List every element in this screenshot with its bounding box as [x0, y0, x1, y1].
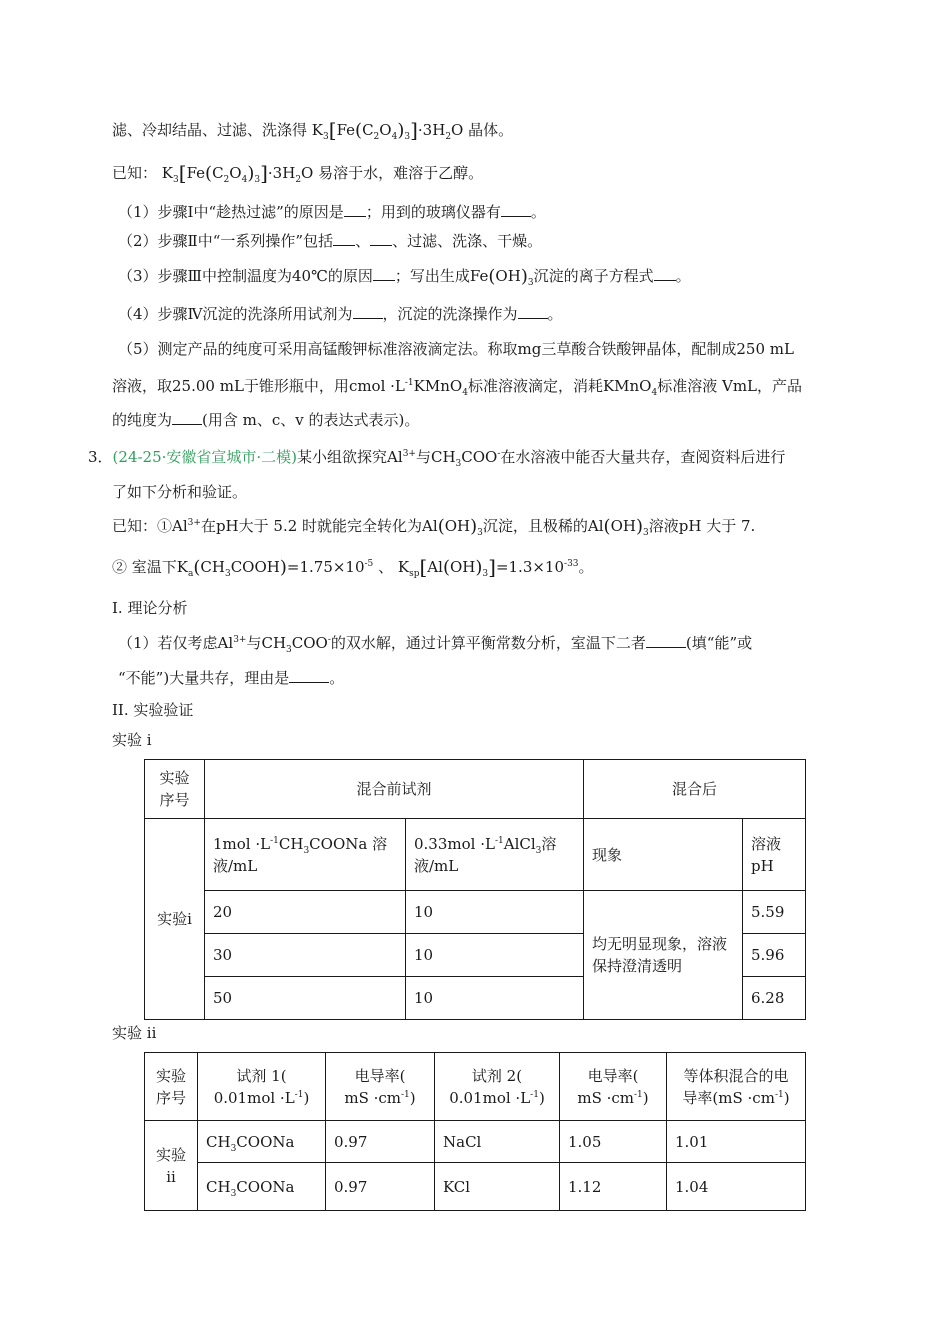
answer-blank [353, 304, 383, 319]
q2-sub5-end: 的纯度为 (用含 m、c、v 的表达式表示)。 [112, 411, 420, 429]
row-label: 实验i [145, 819, 205, 1020]
cell: 0.97 [326, 1121, 435, 1163]
answer-blank [289, 668, 329, 683]
q3-title: 3．(24-25·安徽省宣城市·二模)某小组欲探究$Al^{3+}$与$CH_3COO^-$在水溶液中能否大量共存，查阅资料后进行 [88, 448, 786, 469]
cell-phenomenon: 均无明显现象，溶液保持澄清透明 [584, 891, 743, 1020]
answer-blank [333, 231, 355, 246]
formula-kmno4-conc: cmol $\cdot L^{-1}KMnO_4$ [348, 377, 468, 398]
aliquot-value: 25.00 mL [172, 377, 244, 395]
mass-value: mg [517, 340, 542, 358]
q3-sub1: （1）若仅考虑$Al^{3+}$与$CH_3COO^-$的双水解，通过计算平衡常数分析，室温下二者 (填“能”或 [118, 634, 753, 655]
header-reagent1: $1mol \cdot L^{-1}CH_3COONa$ 溶 液/mL [205, 819, 406, 891]
header-mixed-conductivity: 等体积混合的电 导率$(mS \cdot cm^{-1})$ [667, 1053, 806, 1121]
formula-aloh3: $Al(OH)_3$ [422, 516, 483, 538]
text: 晶体。 [468, 121, 514, 139]
cell: 1.04 [667, 1163, 806, 1211]
q2-sub2: （2）步骤Ⅱ中“一系列操作”包括 、 、过滤、洗涤、干燥。 [118, 232, 543, 250]
text-line-1 [112, 119, 513, 142]
q3-known2: ② 室温下$K_a(CH_3COOH)=1.75\times 10^{-5}$ 、 $K_{sp}[Al(OH)_3]=1.3\times 10^{-33}$。 [112, 555, 594, 579]
formula-k3feox: $K_3[Fe(C_2O_4)_3]\cdot 3H_2O$ [161, 161, 314, 185]
cell: 0.97 [326, 1163, 435, 1211]
volume-value: 250 mL [736, 340, 794, 358]
cell: NaCl [435, 1121, 560, 1163]
cell: 1.12 [560, 1163, 667, 1211]
header-seq: 实验序号 [145, 760, 205, 819]
cell: 10 [406, 891, 584, 934]
q3-title-cont: 了如下分析和验证。 [112, 483, 248, 501]
q2-sub4: （4）步骤Ⅳ沉淀的洗涤所用试剂为 ，沉淀的洗涤操作为 。 [118, 305, 563, 323]
answer-blank [373, 266, 395, 281]
header-seq: 实验序号 [145, 1053, 198, 1121]
answer-blank [370, 231, 392, 246]
answer-blank [172, 410, 202, 425]
cell-reagent1: $CH_3COONa$ [198, 1121, 326, 1163]
formula-feoh3: $Fe(OH)_3$ [469, 266, 534, 288]
q3-known1: 已知：$①Al^{3+}$在pH大于 5.2 时就能完全转化为$Al(OH)_3$沉淀，且极稀的$Al(OH)_3$溶液pH 大于 7. [112, 516, 756, 538]
q2-sub1: （1）步骤Ⅰ中“趁热过滤”的原因是 ；用到的玻璃仪器有 。 [118, 203, 546, 221]
text: 滤、冷却结晶、过滤、洗涤得 [112, 121, 308, 139]
answer-blank [654, 266, 676, 281]
temperature-value: 40℃ [292, 267, 328, 285]
answer-blank [344, 202, 366, 217]
cell: 1.05 [560, 1121, 667, 1163]
header-before: 混合前试剂 [205, 760, 584, 819]
formula-acetate: $CH_3COO^-$ [430, 448, 501, 469]
known-line [112, 162, 483, 185]
q3-sub1-cont: “不能”)大量共存，理由是 。 [118, 669, 345, 687]
formula-al3: $Al^{3+}$ [217, 634, 247, 652]
header-ph: 溶液pH [743, 819, 806, 891]
formula-aloh3: $Al(OH)_3$ [587, 516, 649, 538]
cell: 5.59 [743, 891, 806, 934]
experiment-i-table [144, 759, 806, 1020]
answer-blank [646, 633, 686, 648]
question-source: (24-25·安徽省宣城市·二模) [112, 448, 298, 466]
experiment-ii-label: 实验 ii [112, 1024, 157, 1042]
cell-reagent1: $CH_3COONa$ [198, 1163, 326, 1211]
cell: KCl [435, 1163, 560, 1211]
answer-blank [518, 304, 548, 319]
header-reagent2: 试剂 2( $0.01mol \cdot L^{-1}$) [435, 1053, 560, 1121]
q2-sub5: （5）测定产品的纯度可采用高锰酸钾标准溶液滴定法。称取mg三草酸合铁酸钾晶体，配制成250 mL [118, 340, 794, 358]
experiment-i-label: 实验 i [112, 731, 152, 749]
header-conductivity2: 电导率( mS $\cdot cm^{-1}$) [560, 1053, 667, 1121]
cell: 20 [205, 891, 406, 934]
row-label: 实验ii [145, 1121, 198, 1211]
section-experiment: II. 实验验证 [112, 701, 194, 719]
formula-al3: $Al^{3+}$ [172, 517, 201, 535]
cell: 50 [205, 977, 406, 1020]
header-after: 混合后 [584, 760, 806, 819]
formula-al3: $Al^{3+}$ [387, 448, 416, 466]
cell: 30 [205, 934, 406, 977]
formula-kmno4: KMnO$_4$ [602, 377, 658, 398]
q2-sub5-cont: 溶液，取25.00 mL于锥形瓶中，用cmol $\cdot L^{-1}KMnO_4$标准溶液滴定，消耗KMnO$_4$标准溶液 VmL，产品 [112, 377, 803, 398]
answer-blank [501, 202, 531, 217]
section-theory: I. 理论分析 [112, 599, 188, 617]
header-reagent1: 试剂 1( $0.01mol \cdot L^{-1}$) [198, 1053, 326, 1121]
cell: 10 [406, 934, 584, 977]
formula-k3feox: $K_3[Fe(C_2O_4)_3]\cdot 3H_2O$ [311, 118, 464, 142]
cell: 10 [406, 977, 584, 1020]
text: 已知： [112, 164, 158, 182]
formula-ka: $K_a(CH_3COOH)=1.75\times 10^{-5}$ [176, 557, 374, 579]
question-number: 3． [88, 448, 113, 466]
q2-sub3: （3）步骤Ⅲ中控制温度为40℃的原因 ；写出生成$Fe(OH)_3$沉淀的离子方程式 。 [118, 266, 691, 288]
header-reagent2: $0.33mol \cdot L^{-1}AlCl_3$溶 液/mL [406, 819, 584, 891]
cell: 1.01 [667, 1121, 806, 1163]
formula-acetate: $CH_3COO^-$ [261, 634, 331, 655]
experiment-ii-table [144, 1052, 806, 1211]
cell: 5.96 [743, 934, 806, 977]
formula-ksp: $K_{sp}[Al(OH)_3]=1.3\times 10^{-33}$ [397, 555, 579, 579]
header-phenomenon: 现象 [584, 819, 743, 891]
header-conductivity1: 电导率( mS $\cdot cm^{-1}$) [326, 1053, 435, 1121]
text: 易溶于水，难溶于乙醇。 [318, 164, 484, 182]
cell: 6.28 [743, 977, 806, 1020]
